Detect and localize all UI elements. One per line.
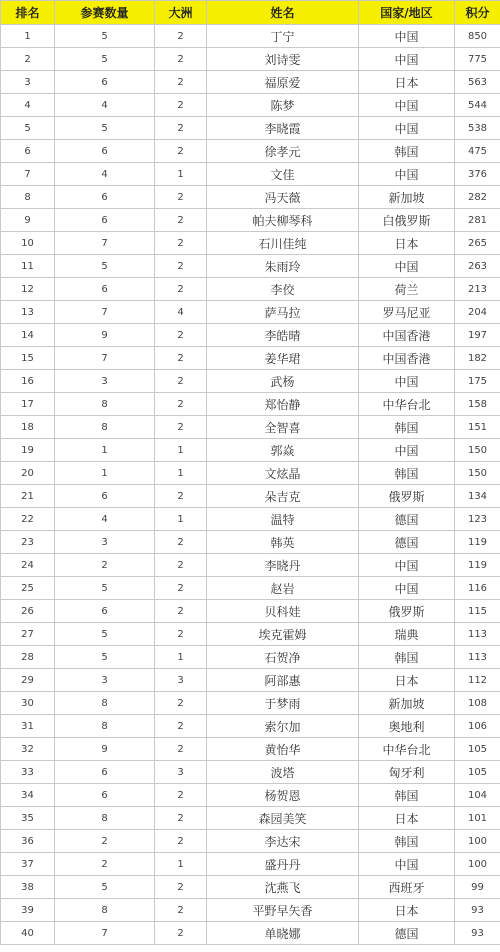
name-cell: 森园美笑 [207, 807, 359, 830]
points-cell: 105 [455, 761, 500, 784]
entries-cell: 6 [55, 209, 155, 232]
points-cell: 112 [455, 669, 500, 692]
rank-cell: 30 [1, 692, 55, 715]
points-cell: 106 [455, 715, 500, 738]
continent-cell: 2 [155, 416, 207, 439]
entries-cell: 5 [55, 25, 155, 48]
table-row [1, 48, 500, 71]
name-cell: 于梦雨 [207, 692, 359, 715]
rank-cell: 15 [1, 347, 55, 370]
points-cell: 544 [455, 94, 500, 117]
continent-cell: 2 [155, 554, 207, 577]
country-cell: 新加坡 [359, 692, 455, 715]
rank-cell: 40 [1, 922, 55, 945]
rank-cell: 34 [1, 784, 55, 807]
rank-cell: 5 [1, 117, 55, 140]
rank-cell: 32 [1, 738, 55, 761]
continent-cell: 2 [155, 807, 207, 830]
country-cell: 中国香港 [359, 324, 455, 347]
name-cell: 武杨 [207, 370, 359, 393]
rank-cell: 26 [1, 600, 55, 623]
rank-cell: 10 [1, 232, 55, 255]
table-row [1, 853, 500, 876]
table-row [1, 646, 500, 669]
table-row [1, 209, 500, 232]
continent-cell: 2 [155, 347, 207, 370]
rank-cell: 18 [1, 416, 55, 439]
header-continent: 大洲 [155, 1, 207, 25]
rank-cell: 38 [1, 876, 55, 899]
country-cell: 瑞典 [359, 623, 455, 646]
table-row [1, 393, 500, 416]
points-cell: 134 [455, 485, 500, 508]
continent-cell: 2 [155, 370, 207, 393]
name-cell: 萨马拉 [207, 301, 359, 324]
continent-cell: 2 [155, 600, 207, 623]
country-cell: 韩国 [359, 646, 455, 669]
continent-cell: 2 [155, 784, 207, 807]
country-cell: 德国 [359, 922, 455, 945]
table-row [1, 554, 500, 577]
table-row [1, 876, 500, 899]
rank-cell: 11 [1, 255, 55, 278]
rank-cell: 13 [1, 301, 55, 324]
name-cell: 姜华珺 [207, 347, 359, 370]
country-cell: 白俄罗斯 [359, 209, 455, 232]
name-cell: 单晓娜 [207, 922, 359, 945]
name-cell: 徐孝元 [207, 140, 359, 163]
rank-cell: 19 [1, 439, 55, 462]
country-cell: 日本 [359, 669, 455, 692]
table-row [1, 508, 500, 531]
name-cell: 郑怡静 [207, 393, 359, 416]
entries-cell: 6 [55, 784, 155, 807]
rank-cell: 25 [1, 577, 55, 600]
name-cell: 朵吉克 [207, 485, 359, 508]
continent-cell: 2 [155, 485, 207, 508]
entries-cell: 9 [55, 738, 155, 761]
rank-cell: 14 [1, 324, 55, 347]
entries-cell: 7 [55, 232, 155, 255]
country-cell: 西班牙 [359, 876, 455, 899]
rank-cell: 27 [1, 623, 55, 646]
continent-cell: 2 [155, 94, 207, 117]
continent-cell: 4 [155, 301, 207, 324]
header-points: 积分 [455, 1, 500, 25]
continent-cell: 1 [155, 163, 207, 186]
name-cell: 朱雨玲 [207, 255, 359, 278]
name-cell: 李皓晴 [207, 324, 359, 347]
country-cell: 中国 [359, 853, 455, 876]
points-cell: 538 [455, 117, 500, 140]
rank-cell: 22 [1, 508, 55, 531]
rank-cell: 20 [1, 462, 55, 485]
continent-cell: 2 [155, 48, 207, 71]
rank-cell: 9 [1, 209, 55, 232]
table-row [1, 278, 500, 301]
table-row [1, 25, 500, 48]
name-cell: 全智喜 [207, 416, 359, 439]
table-row [1, 140, 500, 163]
points-cell: 108 [455, 692, 500, 715]
name-cell: 平野早矢香 [207, 899, 359, 922]
points-cell: 175 [455, 370, 500, 393]
header-rank: 排名 [1, 1, 55, 25]
rank-cell: 1 [1, 25, 55, 48]
rank-cell: 12 [1, 278, 55, 301]
continent-cell: 2 [155, 922, 207, 945]
points-cell: 213 [455, 278, 500, 301]
country-cell: 中国 [359, 163, 455, 186]
entries-cell: 7 [55, 301, 155, 324]
table-row [1, 577, 500, 600]
name-cell: 石川佳纯 [207, 232, 359, 255]
continent-cell: 2 [155, 830, 207, 853]
country-cell: 罗马尼亚 [359, 301, 455, 324]
name-cell: 李晓霞 [207, 117, 359, 140]
header-country: 国家/地区 [359, 1, 455, 25]
entries-cell: 8 [55, 807, 155, 830]
country-cell: 荷兰 [359, 278, 455, 301]
name-cell: 阿部惠 [207, 669, 359, 692]
table-row [1, 531, 500, 554]
continent-cell: 2 [155, 232, 207, 255]
entries-cell: 7 [55, 922, 155, 945]
table-row [1, 71, 500, 94]
country-cell: 日本 [359, 71, 455, 94]
name-cell: 陈梦 [207, 94, 359, 117]
name-cell: 杨贺恩 [207, 784, 359, 807]
table-row [1, 324, 500, 347]
table-row [1, 692, 500, 715]
entries-cell: 8 [55, 416, 155, 439]
table-row [1, 232, 500, 255]
entries-cell: 2 [55, 830, 155, 853]
name-cell: 韩英 [207, 531, 359, 554]
country-cell: 中国 [359, 48, 455, 71]
entries-cell: 6 [55, 600, 155, 623]
entries-cell: 5 [55, 577, 155, 600]
rank-cell: 35 [1, 807, 55, 830]
table-row [1, 439, 500, 462]
entries-cell: 5 [55, 117, 155, 140]
table-row [1, 738, 500, 761]
country-cell: 日本 [359, 899, 455, 922]
country-cell: 中国 [359, 94, 455, 117]
name-cell: 福原爱 [207, 71, 359, 94]
country-cell: 新加坡 [359, 186, 455, 209]
country-cell: 中国 [359, 255, 455, 278]
points-cell: 150 [455, 439, 500, 462]
points-cell: 105 [455, 738, 500, 761]
points-cell: 113 [455, 623, 500, 646]
country-cell: 奥地利 [359, 715, 455, 738]
entries-cell: 6 [55, 140, 155, 163]
country-cell: 中国 [359, 370, 455, 393]
entries-cell: 5 [55, 876, 155, 899]
continent-cell: 2 [155, 71, 207, 94]
entries-cell: 4 [55, 163, 155, 186]
entries-cell: 5 [55, 255, 155, 278]
table-row [1, 94, 500, 117]
entries-cell: 2 [55, 554, 155, 577]
continent-cell: 2 [155, 324, 207, 347]
name-cell: 李达宋 [207, 830, 359, 853]
continent-cell: 2 [155, 623, 207, 646]
points-cell: 150 [455, 462, 500, 485]
table-row [1, 462, 500, 485]
rank-cell: 3 [1, 71, 55, 94]
continent-cell: 2 [155, 899, 207, 922]
continent-cell: 2 [155, 531, 207, 554]
continent-cell: 2 [155, 25, 207, 48]
table-row [1, 922, 500, 945]
entries-cell: 6 [55, 71, 155, 94]
rank-cell: 24 [1, 554, 55, 577]
points-cell: 115 [455, 600, 500, 623]
name-cell: 文炫晶 [207, 462, 359, 485]
continent-cell: 2 [155, 692, 207, 715]
country-cell: 德国 [359, 531, 455, 554]
points-cell: 182 [455, 347, 500, 370]
points-cell: 119 [455, 531, 500, 554]
table-row [1, 784, 500, 807]
table-row [1, 255, 500, 278]
continent-cell: 3 [155, 669, 207, 692]
rank-cell: 36 [1, 830, 55, 853]
name-cell: 温特 [207, 508, 359, 531]
country-cell: 德国 [359, 508, 455, 531]
points-cell: 282 [455, 186, 500, 209]
country-cell: 中国香港 [359, 347, 455, 370]
continent-cell: 2 [155, 393, 207, 416]
name-cell: 丁宁 [207, 25, 359, 48]
points-cell: 158 [455, 393, 500, 416]
rank-cell: 37 [1, 853, 55, 876]
name-cell: 沈燕飞 [207, 876, 359, 899]
entries-cell: 7 [55, 347, 155, 370]
entries-cell: 6 [55, 485, 155, 508]
name-cell: 赵岩 [207, 577, 359, 600]
country-cell: 中国 [359, 439, 455, 462]
entries-cell: 9 [55, 324, 155, 347]
rank-cell: 31 [1, 715, 55, 738]
points-cell: 197 [455, 324, 500, 347]
name-cell: 索尔加 [207, 715, 359, 738]
table-row [1, 485, 500, 508]
points-cell: 563 [455, 71, 500, 94]
entries-cell: 8 [55, 692, 155, 715]
entries-cell: 5 [55, 623, 155, 646]
continent-cell: 2 [155, 255, 207, 278]
rank-cell: 21 [1, 485, 55, 508]
country-cell: 俄罗斯 [359, 485, 455, 508]
table-row [1, 416, 500, 439]
table-row [1, 761, 500, 784]
continent-cell: 1 [155, 508, 207, 531]
points-cell: 93 [455, 899, 500, 922]
country-cell: 中华台北 [359, 393, 455, 416]
country-cell: 匈牙利 [359, 761, 455, 784]
table-row [1, 347, 500, 370]
entries-cell: 1 [55, 439, 155, 462]
rank-cell: 16 [1, 370, 55, 393]
continent-cell: 2 [155, 577, 207, 600]
table-body [1, 25, 500, 945]
continent-cell: 1 [155, 462, 207, 485]
table-header [1, 1, 500, 25]
table-row [1, 186, 500, 209]
continent-cell: 1 [155, 439, 207, 462]
header-row [1, 1, 500, 25]
table-row [1, 899, 500, 922]
name-cell: 文佳 [207, 163, 359, 186]
table-row [1, 301, 500, 324]
points-cell: 265 [455, 232, 500, 255]
continent-cell: 2 [155, 117, 207, 140]
points-cell: 775 [455, 48, 500, 71]
entries-cell: 5 [55, 48, 155, 71]
name-cell: 郭焱 [207, 439, 359, 462]
name-cell: 帕夫柳琴科 [207, 209, 359, 232]
rank-cell: 28 [1, 646, 55, 669]
entries-cell: 8 [55, 715, 155, 738]
points-cell: 119 [455, 554, 500, 577]
name-cell: 黄怡华 [207, 738, 359, 761]
rank-cell: 2 [1, 48, 55, 71]
points-cell: 100 [455, 830, 500, 853]
rank-cell: 8 [1, 186, 55, 209]
continent-cell: 3 [155, 761, 207, 784]
rank-cell: 33 [1, 761, 55, 784]
entries-cell: 6 [55, 761, 155, 784]
header-entries: 参赛数量 [55, 1, 155, 25]
entries-cell: 3 [55, 669, 155, 692]
entries-cell: 4 [55, 94, 155, 117]
country-cell: 韩国 [359, 784, 455, 807]
points-cell: 100 [455, 853, 500, 876]
name-cell: 刘诗雯 [207, 48, 359, 71]
name-cell: 李佼 [207, 278, 359, 301]
points-cell: 113 [455, 646, 500, 669]
points-cell: 475 [455, 140, 500, 163]
country-cell: 日本 [359, 807, 455, 830]
country-cell: 中国 [359, 577, 455, 600]
table-row [1, 830, 500, 853]
name-cell: 李晓丹 [207, 554, 359, 577]
points-cell: 123 [455, 508, 500, 531]
name-cell: 冯天薇 [207, 186, 359, 209]
country-cell: 韩国 [359, 140, 455, 163]
entries-cell: 8 [55, 393, 155, 416]
continent-cell: 1 [155, 853, 207, 876]
country-cell: 韩国 [359, 462, 455, 485]
rank-cell: 4 [1, 94, 55, 117]
points-cell: 93 [455, 922, 500, 945]
points-cell: 850 [455, 25, 500, 48]
points-cell: 204 [455, 301, 500, 324]
points-cell: 151 [455, 416, 500, 439]
table-row [1, 715, 500, 738]
continent-cell: 2 [155, 209, 207, 232]
points-cell: 281 [455, 209, 500, 232]
entries-cell: 5 [55, 646, 155, 669]
country-cell: 俄罗斯 [359, 600, 455, 623]
name-cell: 石贺净 [207, 646, 359, 669]
entries-cell: 3 [55, 370, 155, 393]
table-row [1, 807, 500, 830]
continent-cell: 2 [155, 738, 207, 761]
entries-cell: 2 [55, 853, 155, 876]
country-cell: 韩国 [359, 830, 455, 853]
table-row [1, 117, 500, 140]
points-cell: 116 [455, 577, 500, 600]
rank-cell: 39 [1, 899, 55, 922]
country-cell: 日本 [359, 232, 455, 255]
entries-cell: 4 [55, 508, 155, 531]
country-cell: 韩国 [359, 416, 455, 439]
rank-cell: 7 [1, 163, 55, 186]
rank-cell: 17 [1, 393, 55, 416]
name-cell: 埃克霍姆 [207, 623, 359, 646]
country-cell: 中国 [359, 554, 455, 577]
continent-cell: 2 [155, 715, 207, 738]
points-cell: 104 [455, 784, 500, 807]
name-cell: 贝科娃 [207, 600, 359, 623]
rank-cell: 23 [1, 531, 55, 554]
name-cell: 盛丹丹 [207, 853, 359, 876]
table-row [1, 370, 500, 393]
points-cell: 263 [455, 255, 500, 278]
entries-cell: 1 [55, 462, 155, 485]
country-cell: 中国 [359, 25, 455, 48]
rank-cell: 6 [1, 140, 55, 163]
continent-cell: 2 [155, 140, 207, 163]
table-row [1, 623, 500, 646]
entries-cell: 8 [55, 899, 155, 922]
name-cell: 波塔 [207, 761, 359, 784]
continent-cell: 1 [155, 646, 207, 669]
entries-cell: 6 [55, 278, 155, 301]
points-cell: 101 [455, 807, 500, 830]
points-cell: 99 [455, 876, 500, 899]
country-cell: 中国 [359, 117, 455, 140]
rank-cell: 29 [1, 669, 55, 692]
table-row [1, 163, 500, 186]
continent-cell: 2 [155, 278, 207, 301]
table-row [1, 600, 500, 623]
continent-cell: 2 [155, 876, 207, 899]
continent-cell: 2 [155, 186, 207, 209]
points-cell: 376 [455, 163, 500, 186]
country-cell: 中华台北 [359, 738, 455, 761]
entries-cell: 3 [55, 531, 155, 554]
entries-cell: 6 [55, 186, 155, 209]
table-row [1, 669, 500, 692]
header-name: 姓名 [207, 1, 359, 25]
